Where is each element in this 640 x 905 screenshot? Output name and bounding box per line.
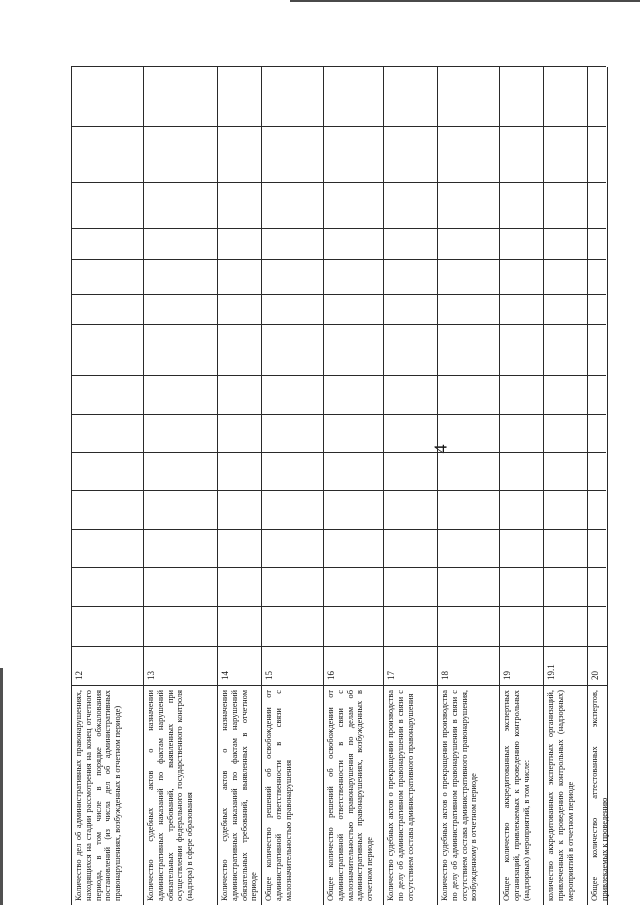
column-divider — [71, 182, 606, 183]
row-label: Общее количество аккредитованных экспертных организаций, привлекаемых к проведению контрольных (надзорных) мероприятий, в том числе: — [500, 685, 544, 905]
column-divider — [71, 529, 606, 530]
row-number: 19.1 — [544, 646, 588, 684]
table-row — [71, 67, 144, 905]
column-divider — [71, 414, 606, 415]
table-row — [587, 67, 608, 905]
table-row — [383, 67, 438, 905]
table-row — [543, 67, 588, 905]
row-number: 12 — [72, 646, 144, 684]
row-number: 17 — [384, 646, 438, 684]
table-row — [261, 67, 324, 905]
column-divider — [71, 259, 606, 260]
column-divider — [71, 126, 606, 127]
row-label: Количество судебных актов о прекращении производства по делу об административном правонарушении в связи с отсутствием состава административного правонарушения, возбужденному в отчетном периоде — [438, 685, 500, 905]
page-number: 4 — [430, 444, 451, 454]
row-label: Общее количество решений об освобождении от административной ответственности в связи с малозначительностью правонарушения по делам об административных правонарушениях, возбужденных в отчетном периоде — [324, 685, 384, 905]
table-row — [437, 67, 500, 905]
row-label: Общее количество аттестованных экспертов, привлекаемых к проведению — [588, 685, 607, 905]
row-number: 14 — [218, 646, 262, 684]
row-number: 18 — [438, 646, 500, 684]
row-number: 13 — [144, 646, 218, 684]
column-divider — [71, 490, 606, 491]
report-table — [71, 67, 609, 905]
column-divider — [71, 375, 606, 376]
row-number: 20 — [588, 646, 607, 684]
row-number: 15 — [262, 646, 324, 684]
table-frame-right — [71, 66, 606, 67]
scan-top-edge — [290, 0, 640, 2]
row-number: 16 — [324, 646, 384, 684]
row-label: Количество дел об административных правонарушениях, находящихся на стадии рассмотрения на конец отчетного периода, в том числе в порядке обжалования постановлений (из числа дел об административных правонарушениях, возбужденных в отчетном периоде) — [72, 685, 144, 905]
row-number: 19 — [500, 646, 544, 684]
row-label: Количество судебных актов о назначении административных наказаний по фактам нарушений обязательных требований, выявленных при осуществлении федерального государственного контроля (надзора) в сфере образования — [144, 685, 218, 905]
table-row — [217, 67, 262, 905]
column-divider — [71, 606, 606, 607]
row-label: Количество судебных актов о назначении административных наказаний по фактам нарушений обязательных требований, выявленных в отчетном периоде — [218, 685, 262, 905]
column-divider — [71, 228, 606, 229]
column-divider — [71, 294, 606, 295]
table-row — [323, 67, 384, 905]
column-divider — [71, 452, 606, 453]
row-label: Количество судебных актов о прекращении производства по делу об административном правонарушении в связи с отсутствием состава административного правонарушения — [384, 685, 438, 905]
table-row — [143, 67, 218, 905]
row-label: Общее количество решений об освобождении от административной ответственности в связи с малозначительностью правонарушения — [262, 685, 324, 905]
column-divider — [71, 567, 606, 568]
table-row — [499, 67, 544, 905]
scan-left-edge — [0, 668, 3, 905]
row-label: количество аккредитованных экспертных организаций, привлеченных к проведению контрольных (надзорных) мероприятий в отчетном периоде — [544, 685, 588, 905]
column-divider — [71, 324, 606, 325]
